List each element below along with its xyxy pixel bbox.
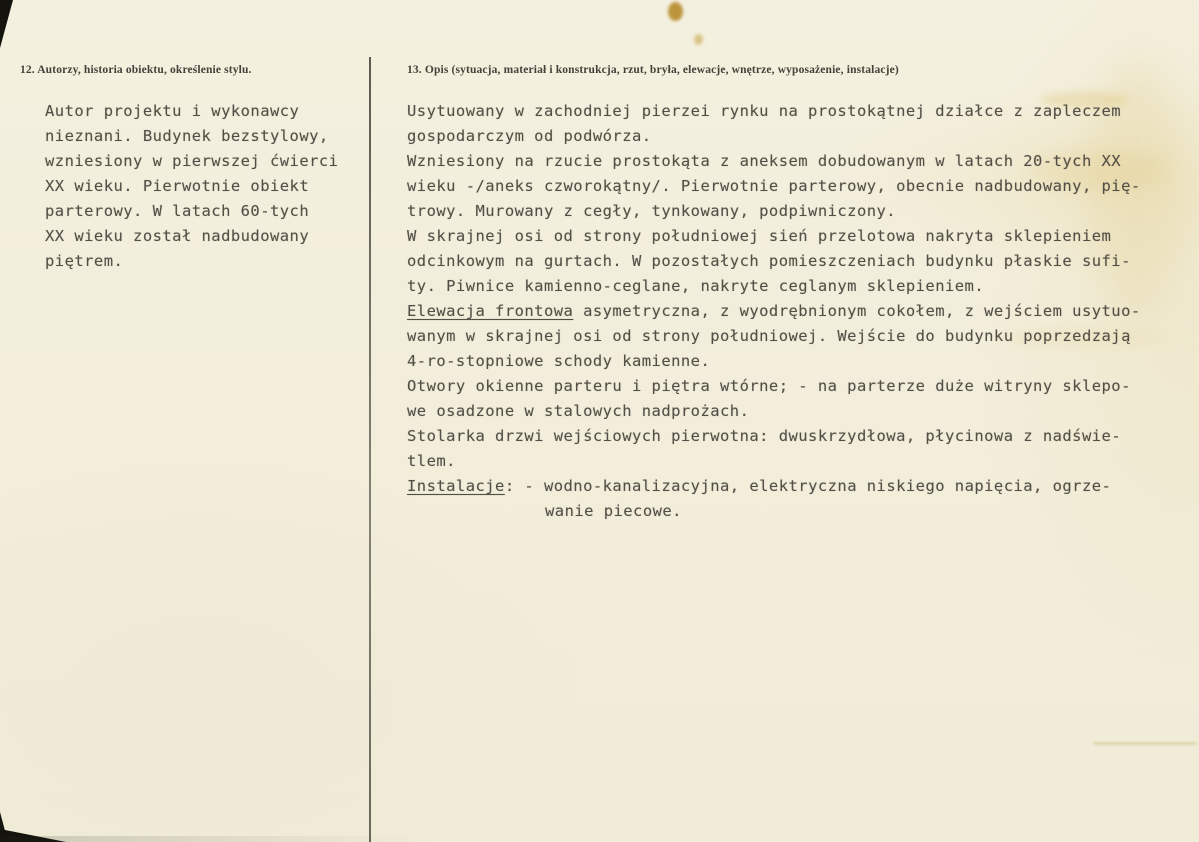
typed-line-instalacje [407,474,1182,499]
typed-line: odcinkowym na gurtach. W pozostałych pomieszczeniach budynku płaskie sufi- [407,252,1131,270]
underlined-phrase: Instalacje [407,477,505,495]
typed-line: wanie piecowe. [545,502,682,520]
paper-stain [694,34,703,45]
typed-line: Stolarka drzwi wejściowych pierwotna: dwuskrzydłowa, płycinowa z nadświe- [407,427,1122,445]
typed-line: W skrajnej osi od strony południowej sień przelotowa nakryta sklepieniem [407,227,1112,245]
field-13-typed-text [407,99,1182,524]
typed-line: XX wieku został nadbudowany [45,227,310,245]
paper-stain [668,2,683,21]
typed-line: Usytuowany w zachodniej pierzei rynku na prostokątnej działce z zapleczem [407,102,1122,120]
typed-line: trowy. Murowany z cegły, tynkowany, podpiwniczony. [407,202,897,220]
typed-line: parterowy. W latach 60-tych [45,202,310,220]
typed-line: nieznani. Budynek bezstylowy, [45,127,329,145]
scan-dark-corner-top-left [0,0,13,48]
typed-line: XX wieku. Pierwotnie obiekt [45,177,310,195]
typed-line: Otwory okienne parteru i piętra wtórne; - na parterze duże witryny sklepo- [407,377,1131,395]
typed-line: 4-ro-stopniowe schody kamienne. [407,352,711,370]
field-12-typed-text [45,99,375,274]
typed-line: wanym w skrajnej osi od strony południowej. Wejście do budynku poprzedzają [407,327,1131,345]
typed-line: wieku -/aneks czworokątny/. Pierwotnie parterowy, obecnie nadbudowany, pię- [407,177,1141,195]
typed-line-continuation: asymetryczna, z wyodrębnionym cokołem, z wejściem usytuo- [573,302,1141,320]
paper-stain [1093,742,1197,745]
typed-line: tlem. [407,452,456,470]
field-12-label: 12. Autorzy, historia obiektu, określenie stylu. [20,64,252,76]
typed-line-continuation: : - wodno-kanalizacyjna, elektryczna niskiego napięcia, ogrze- [504,477,1112,495]
field-13-label: 13. Opis (sytuacja, materiał i konstrukcja, rzut, bryła, elewacje, wnętrze, wyposażenie, instalacje) [407,64,899,76]
typed-line-elewacja [407,299,1182,324]
typed-line: we osadzone w stalowych nadprożach. [407,402,750,420]
typed-line: wzniesiony w pierwszej ćwierci [45,152,339,170]
typed-line: Wzniesiony na rzucie prostokąta z aneksem dobudowanym w latach 20-tych XX [407,152,1122,170]
typed-line: gospodarczym od podwórza. [407,127,652,145]
scan-bottom-shadow [0,836,420,842]
typed-line: Autor projektu i wykonawcy [45,102,300,120]
typed-line: piętrem. [45,252,124,270]
underlined-phrase: Elewacja frontowa [407,302,574,320]
typed-line: ty. Piwnice kamienno-ceglane, nakryte ceglanym sklepieniem. [407,277,985,295]
